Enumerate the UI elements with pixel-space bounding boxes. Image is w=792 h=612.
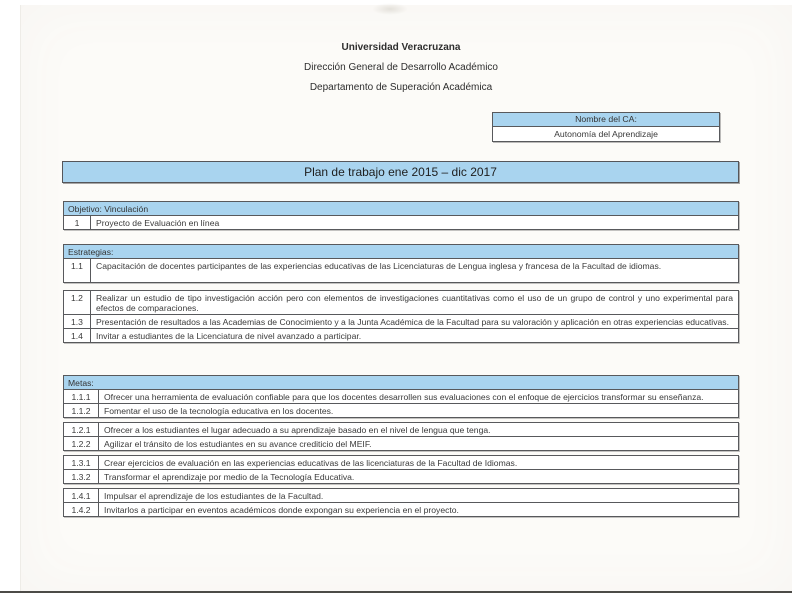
table-row: [64, 403, 738, 417]
row-number: 1.3.2: [64, 470, 99, 483]
table-row: [64, 489, 738, 502]
institution-name: Universidad Veracruzana: [341, 42, 461, 53]
table-row: [64, 215, 738, 229]
row-text: Crear ejercicios de evaluación en las experiencias educativas de las licenciaturas de la Facultad de Idiomas.: [104, 458, 518, 468]
ca-name-box: [492, 112, 720, 142]
row-text: Agilizar el tránsito de los estudiantes en su avance crediticio del MEIF.: [104, 439, 372, 449]
row-text: Proyecto de Evaluación en línea: [96, 218, 220, 228]
table-row: [64, 469, 738, 483]
estrategias-block-1: [63, 244, 739, 283]
metas-block-2: [63, 422, 739, 451]
metas-block-1: [63, 375, 739, 418]
table-row: [64, 423, 738, 436]
row-text: Fomentar el uso de la tecnología educativa en los docentes.: [104, 406, 334, 416]
row-text: Capacitación de docentes participantes de las experiencias educativas de las Licenciaturas de Lengua inglesa y francesa de la Facultad de idiomas.: [96, 261, 662, 271]
table-row: [64, 436, 738, 450]
row-text: Impulsar el aprendizaje de los estudiantes de la Facultad.: [104, 491, 324, 501]
row-number: 1.2.1: [64, 423, 99, 436]
table-gap: [63, 283, 739, 290]
row-text: Invitar a estudiantes de la Licenciatura de nivel avanzado a participar.: [96, 331, 362, 341]
ca-name-label: Nombre del CA:: [493, 113, 719, 127]
row-text: Presentación de resultados a las Academias de Conocimiento y a la Junta Académica de la Facultad para su valoración y aplicación en otras experiencias educativas.: [96, 317, 729, 327]
scan-page-bottom-edge: [0, 591, 792, 593]
scan-artifact-smudge: [372, 3, 408, 15]
document-header: [63, 38, 739, 98]
department-name: Departamento de Superación Académica: [309, 82, 493, 93]
row-number: 1: [64, 216, 91, 229]
row-text: Invitarlos a participar en eventos académicos donde expongan su experiencia en el proyecto.: [104, 505, 459, 515]
row-number: 1.1.1: [64, 390, 99, 403]
ca-name-value: Autonomía del Aprendizaje: [554, 129, 658, 139]
table-row: [64, 258, 738, 282]
row-number: 1.2.2: [64, 437, 99, 450]
estrategias-table: [63, 244, 739, 343]
objetivo-block: [63, 201, 739, 230]
table-row: [64, 314, 738, 328]
row-number: 1.4.1: [64, 489, 99, 502]
metas-block-4: [63, 488, 739, 517]
row-number: 1.4.2: [64, 503, 99, 516]
row-number: 1.3.1: [64, 456, 99, 469]
row-number: 1.3: [64, 315, 91, 328]
row-text: Transformar el aprendizaje por medio de la Tecnología Educativa.: [104, 472, 355, 482]
row-number: 1.1.2: [64, 404, 99, 417]
row-text: Ofrecer a los estudiantes el lugar adecuado a su aprendizaje basado en el nivel de lengua que tenga.: [104, 425, 491, 435]
table-row: [64, 328, 738, 342]
table-row: [64, 389, 738, 403]
row-text: Realizar un estudio de tipo investigación acción pero con elementos de investigaciones cuantitativas como el uso de un grupo de control y uno experimental para efectos de comparaciones.: [96, 293, 733, 313]
metas-table: [63, 375, 739, 517]
metas-block-3: [63, 455, 739, 484]
objetivo-header: Objetivo: Vinculación: [64, 202, 738, 215]
direction-name: Dirección General de Desarrollo Académico: [304, 62, 498, 73]
row-number: 1.2: [64, 291, 91, 314]
table-row: [64, 456, 738, 469]
row-number: 1.4: [64, 329, 91, 342]
table-row: [64, 502, 738, 516]
row-text: Ofrecer una herramienta de evaluación confiable para que los docentes desarrollen sus evaluaciones con el enfoque de ejercicios transformar su enseñanza.: [104, 392, 704, 402]
objetivo-table: [63, 201, 739, 230]
plan-title-banner: Plan de trabajo ene 2015 – dic 2017: [62, 161, 739, 183]
table-row: [64, 291, 738, 314]
estrategias-block-2: [63, 290, 739, 343]
metas-header: Metas:: [64, 376, 738, 389]
estrategias-header: Estrategias:: [64, 245, 738, 258]
row-number: 1.1: [64, 259, 91, 282]
